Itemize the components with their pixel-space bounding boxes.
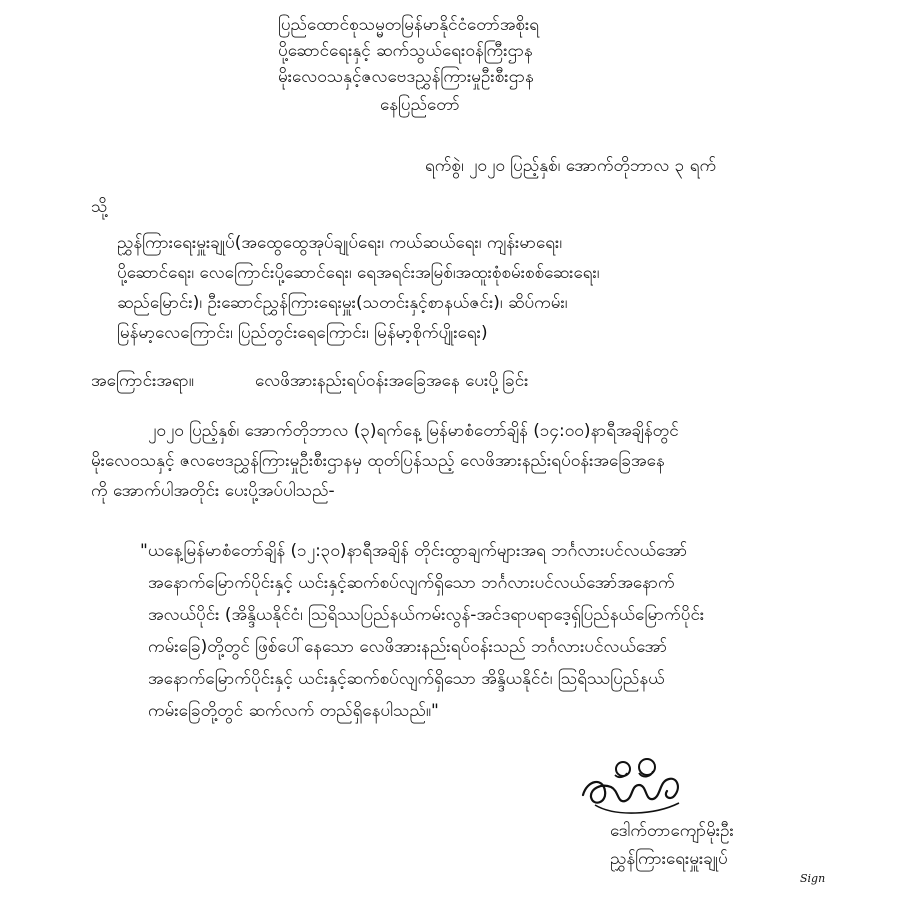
subject-text: လေဖိအားနည်းရပ်ဝန်းအခြေအနေ ပေးပို့ခြင်း	[255, 371, 529, 391]
recipient-line: မြန်မာ့လေကြောင်း၊ ပြည်တွင်းရေကြောင်း၊ မြန်မာ့စိုက်ပျိုးရေး)	[117, 323, 488, 343]
header-department: မိုးလေဝသနှင့်ဇလဗေဒညွှန်ကြားမှုဦးစီးဌာန	[278, 67, 534, 87]
subject-label: အကြောင်းအရာ။	[91, 371, 194, 391]
quote-line: ကမ်းခြေတို့တွင် ဆက်လက် တည်ရှိနေပါသည်။"	[148, 701, 439, 721]
to-label: သို့	[91, 197, 108, 217]
quote-line: အနောက်မြောက်ပိုင်းနှင့် ယင်းနှင့်ဆက်စပ်လျက်ရှိသော အိန္ဒိယနိုင်ငံ၊ ဩရိဿပြည်နယ်	[148, 669, 665, 689]
handwritten-signature	[575, 755, 695, 830]
signatory-initials: Sign	[800, 872, 826, 885]
quote-line: အနောက်မြောက်ပိုင်းနှင့် ယင်းနှင့်ဆက်စပ်လျက်ရှိသော ဘင်္ဂလားပင်လယ်အော်အနောက်	[148, 573, 675, 593]
recipient-line: ပို့ဆောင်ရေး၊ လေကြောင်းပို့ဆောင်ရေး၊ ရေအရင်းအမြစ်၊အထူးစုံစမ်းစစ်ဆေးရေး၊	[117, 263, 600, 283]
body-line: ၂၀၂၀ ပြည့်နှစ်၊ အောက်တိုဘာလ (၃)ရက်နေ့ မြန်မာစံတော်ချိန် (၁၄:၀၀)နာရီအချိန်တွင်	[148, 421, 679, 441]
signatory-title: ညွှန်ကြားရေးမှူးချုပ်	[610, 849, 728, 869]
body-line: မိုးလေဝသနှင့် ဇလဗေဒညွှန်ကြားမှုဦးစီးဌာနမှ ထုတ်ပြန်သည့် လေဖိအားနည်းရပ်ဝန်းအခြေအနေ	[91, 451, 665, 471]
quote-line: "ယနေ့မြန်မာစံတော်ချိန် (၁၂:၃၀)နာရီအချိန် တိုင်းထွာချက်များအရ ဘင်္ဂလားပင်လယ်အော်	[140, 541, 688, 561]
header-ministry: ပို့ဆောင်ရေးနှင့် ဆက်သွယ်ရေးဝန်ကြီးဌာန	[278, 41, 533, 61]
signatory-name: ဒေါက်တာကျော်မိုးဦး	[610, 821, 734, 841]
header-location: နေပြည်တော်	[380, 95, 460, 115]
recipient-line: ညွှန်ကြားရေးမှူးချုပ်(အထွေထွေအုပ်ချုပ်ရေး၊ ကယ်ဆယ်ရေး၊ ကျန်းမာရေး၊	[117, 233, 563, 253]
body-line: ကို အောက်ပါအတိုင်း ပေးပို့အပ်ပါသည်-	[91, 481, 335, 501]
header-government: ပြည်ထောင်စုသမ္မတမြန်မာနိုင်ငံတော်အစိုးရ	[278, 15, 540, 35]
letter-date: ရက်စွဲ၊ ၂၀၂၀ ပြည့်နှစ်၊ အောက်တိုဘာလ ၃ ရက်	[425, 156, 717, 176]
quote-line: အလယ်ပိုင်း (အိန္ဒိယနိုင်ငံ၊ ဩရိဿပြည်နယ်ကမ်းလွန်-အင်ဒရာပရာဒေ့ရှ်ပြည်နယ်မြောက်ပိုင်း	[148, 605, 705, 625]
quote-line: ကမ်းခြေ)တို့တွင် ဖြစ်ပေါ်နေသော လေဖိအားနည်းရပ်ဝန်းသည် ဘင်္ဂလားပင်လယ်အော်	[148, 637, 668, 657]
recipient-line: ဆည်မြောင်း)၊ ဦးဆောင်ညွှန်ကြားရေးမှူး(သတင်းနှင့်စာနယ်ဇင်း)၊ ဆိပ်ကမ်း၊	[117, 293, 568, 313]
